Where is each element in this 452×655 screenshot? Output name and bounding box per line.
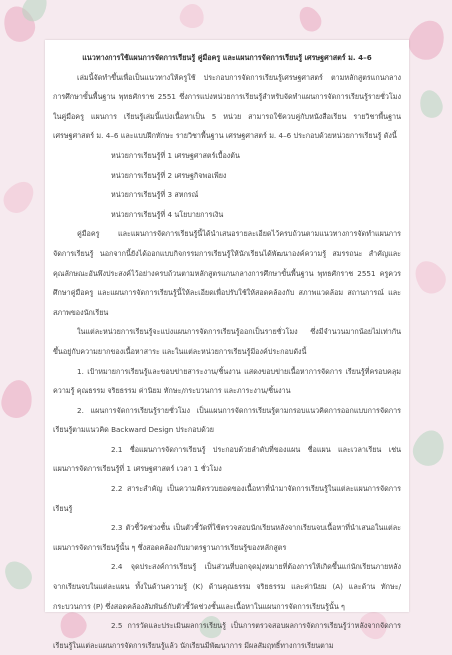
- petal-decoration: [0, 378, 35, 421]
- petal-decoration: [403, 15, 451, 66]
- unit-item: หน่วยการเรียนรู้ที่ 3 สหกรณ์: [111, 190, 199, 200]
- petal-decoration: [0, 176, 40, 219]
- list-item-2: 2. แผนการจัดการเรียนรู้รายชั่วโมง เป็นแผนการจัดการเรียนรู้ตามกรอบแนวคิดการออกแบบการจัดการเรียนรู้ตามแนวคิด Backward Design ประกอบด้วย: [53, 405, 401, 435]
- unit-item: หน่วยการเรียนรู้ที่ 1 เศรษฐศาสตร์เบื้องต้น: [111, 150, 240, 160]
- list-item-1: 1. เป้าหมายการเรียนรู้และขอบข่ายสาระงาน/ชิ้นงาน แสดงขอบข่ายเนื้อหาการจัดการ เรียนรู้ที่ครอบคลุมความรู้ คุณธรรม จริยธรรม ค่านิยม ทักษะ/กระบวนการ และภาระงาน/ชิ้นงาน: [53, 366, 401, 396]
- document-page: [45, 40, 409, 650]
- teacher-guide-paragraph: คู่มือครู และแผนการจัดการเรียนรู้นี้ได้นำเสนอรายละเอียดไว้ครบถ้วนตามแนวทางการจัดทำแผนการจัดการเรียนรู้ นอกจากนี้ยังได้ออกแบบกิจกรรมการเรียนรู้ให้นักเรียนได้พัฒนาองค์ความรู้ สมรรถนะ สำคัญและคุณลักษณะอันพึงประสงค์ไว้อย่างครบถ้วนตามหลักสูตรแกนกลางการศึกษาขั้นพื้นฐาน พุทธศักราช 2551 ครูควรศึกษาคู่มือครู และแผนการจัดการเรียนรู้นี้ให้ละเอียดเพื่อปรับใช้ให้สอดคล้องกับ สภาพแวดล้อม สถานการณ์ และสภาพของนักเรียน: [53, 229, 401, 317]
- list-item-2-4: 2.4 จุดประสงค์การเรียนรู้ เป็นส่วนที่บอกจุดมุ่งหมายที่ต้องการให้เกิดขึ้นแก่นักเรียนภายหลังจากเรียนจบในแต่ละแผน ทั้งในด้านความรู้ (K) ด้านคุณธรรม จริยธรรม และค่านิยม (A) และด้าน ทักษะ/กระบวนการ (P) ซึ่งสอดคล้องสัมพันธ์กับตัวชี้วัดช่วงชั้นและเนื้อหาในแผนการจัดการเรียนรู้นั้น ๆ: [53, 562, 401, 611]
- list-item-2-5: 2.5 การวัดและประเมินผลการเรียนรู้ เป็นการตรวจสอบผลการจัดการเรียนรู้ว่าหลังจากจัดการ เรียนรู้ในแต่ละแผนการจัดการเรียนรู้แล้ว นักเรียนมีพัฒนาการ มีผลสัมฤทธิ์ทางการเรียนตาม: [53, 621, 401, 650]
- list-item-2-2: 2.2 สาระสำคัญ เป็นความคิดรวบยอดของเนื้อหาที่นำมาจัดการเรียนรู้ในแต่ละแผนการจัดการ เรียนรู้: [53, 484, 401, 513]
- unit-list: [53, 146, 401, 224]
- unit-item: หน่วยการเรียนรู้ที่ 4 นโยบายการเงิน: [111, 209, 224, 219]
- petal-decoration: [417, 88, 445, 121]
- petal-decoration: [409, 255, 451, 299]
- list-item-2-3: 2.3 ตัวชี้วัดช่วงชั้น เป็นตัวชี้วัดที่ใช้ตรวจสอบนักเรียนหลังจากเรียนจบเนื้อหาที่นำเสนอในแต่ละแผนการจัดการเรียนรู้นั้น ๆ ซึ่งสอดคล้องกับมาตรฐานการเรียนรู้ของหลักสูตร: [53, 523, 401, 552]
- unit-structure-paragraph: ในแต่ละหน่วยการเรียนรู้จะแบ่งแผนการจัดการเรียนรู้ออกเป็นรายชั่วโมง ซึ่งมีจำนวนมากน้อยไม่เท่ากัน ขึ้นอยู่กับความยากของเนื้อหาสาระ และในแต่ละหน่วยการเรียนรู้มีองค์ประกอบดังนี้: [53, 327, 401, 356]
- unit-item: หน่วยการเรียนรู้ที่ 2 เศรษฐกิจพอเพียง: [111, 170, 227, 180]
- petal-decoration: [409, 426, 450, 470]
- intro-paragraph: เล่มนี้จัดทำขึ้นเพื่อเป็นแนวทางให้ครูใช้ ประกอบการจัดการเรียนรู้เศรษฐศาสตร์ ตามหลักสูตรแกนกลางการศึกษาขั้นพื้นฐาน พุทธศักราช 2551 ซึ่งการแบ่งหน่วยการเรียนรู้สำหรับจัดทำแผนการจัดการเรียนรู้รายชั่วโมงในคู่มือครู แผนการ เรียนรู้เล่มนี้แบ่งเนื้อหาเป็น 5 หน่วย สามารถใช้ควบคู่กับหนังสือเรียน รายวิชาพื้นฐาน เศรษฐศาสตร์ ม. 4–6 และแบบฝึกทักษะ รายวิชาพื้นฐาน เศรษฐศาสตร์ ม. 4–6 ประกอบด้วยหน่วยการเรียนรู้ ดังนี้: [53, 72, 401, 141]
- petal-decoration: [178, 2, 206, 30]
- list-item-2-1: 2.1 ชื่อแผนการจัดการเรียนรู้ ประกอบด้วยลำดับที่ของแผน ชื่อแผน และเวลาเรียน เช่น แผนการจัดการเรียนรู้ที่ 1 เศรษฐศาสตร์ เวลา 1 ชั่วโมง: [53, 444, 401, 474]
- petal-decoration: [295, 3, 325, 36]
- document-title: แนวทางการใช้แผนการจัดการเรียนรู้ คู่มือครู และแผนการจัดการเรียนรู้ เศรษฐศาสตร์ ม. 4–6: [82, 53, 372, 62]
- document-content: [53, 48, 401, 655]
- petal-decoration: [0, 556, 37, 594]
